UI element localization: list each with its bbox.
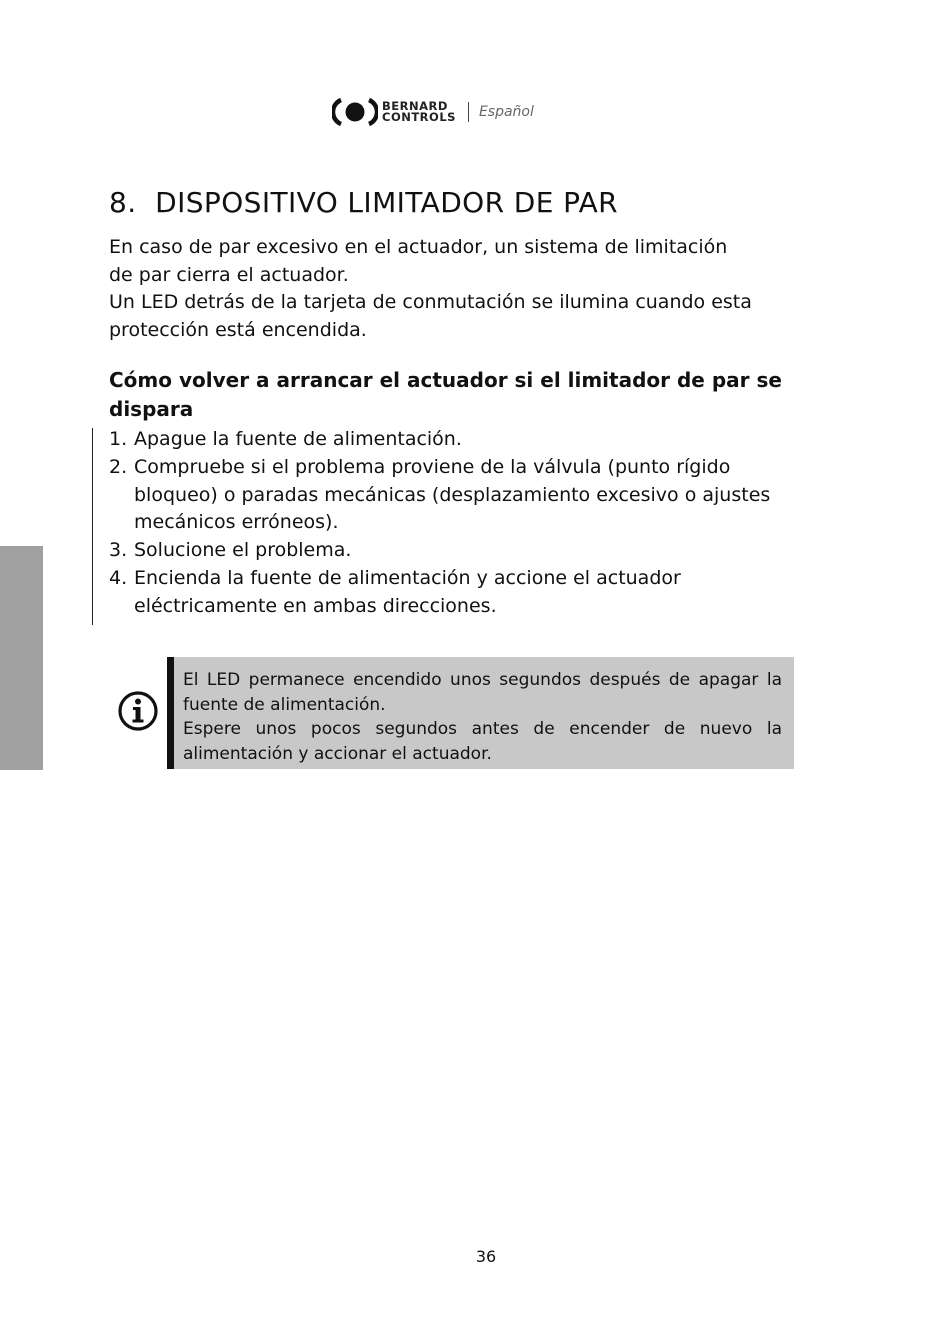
intro-line: En caso de par excesivo en el actuador, un sistema de limitación xyxy=(109,236,728,258)
brand-line-1: BERNARD xyxy=(382,99,448,113)
change-bar xyxy=(92,428,93,625)
brand-logo-icon xyxy=(332,97,378,127)
step-text: Encienda la fuente de alimentación y accione el actuador eléctricamente en ambas direcciones. xyxy=(134,566,681,617)
list-item xyxy=(109,565,809,621)
intro-paragraph xyxy=(109,234,809,344)
chapter-side-tab xyxy=(0,546,43,770)
list-item xyxy=(109,537,809,565)
intro-line: de par cierra el actuador. xyxy=(109,263,349,286)
language-label: Español xyxy=(478,104,534,120)
page-number: 36 xyxy=(475,1247,497,1266)
info-note xyxy=(167,657,794,769)
brand-line-2: CONTROLS xyxy=(382,110,456,124)
info-icon xyxy=(117,690,159,732)
section-title xyxy=(109,186,618,219)
step-text: Solucione el problema. xyxy=(134,539,352,562)
section-title-text: DISPOSITIVO LIMITADOR DE PAR xyxy=(155,186,619,219)
note-line: El LED permanece encendido unos segundos después de apagar la fuente de alimentación. xyxy=(183,670,782,715)
section-number: 8. xyxy=(109,186,137,219)
step-text: Apague la fuente de alimentación. xyxy=(134,428,462,450)
step-number: 4. xyxy=(109,566,128,589)
subsection-heading: Cómo volver a arrancar el actuador si el limitador de par se dispara xyxy=(109,368,782,421)
step-number: 3. xyxy=(109,539,128,562)
step-number: 2. xyxy=(109,455,128,478)
intro-line: Un LED detrás de la tarjeta de conmutación se ilumina cuando esta xyxy=(109,291,752,313)
note-line: Espere unos pocos segundos antes de encender de nuevo la alimentación y accionar el actuador. xyxy=(183,719,782,764)
step-number: 1. xyxy=(109,428,128,450)
header-divider xyxy=(468,102,469,122)
step-text: Compruebe si el problema proviene de la válvula (punto rígido bloqueo) o paradas mecánicas (desplazamiento excesivo o ajustes mecánicos erróneos). xyxy=(134,455,771,534)
brand-name xyxy=(382,101,456,123)
page-header xyxy=(332,96,534,128)
restart-steps-list xyxy=(109,426,809,621)
intro-line: protección está encendida. xyxy=(109,318,367,341)
list-item xyxy=(109,454,809,537)
list-item xyxy=(109,426,809,454)
